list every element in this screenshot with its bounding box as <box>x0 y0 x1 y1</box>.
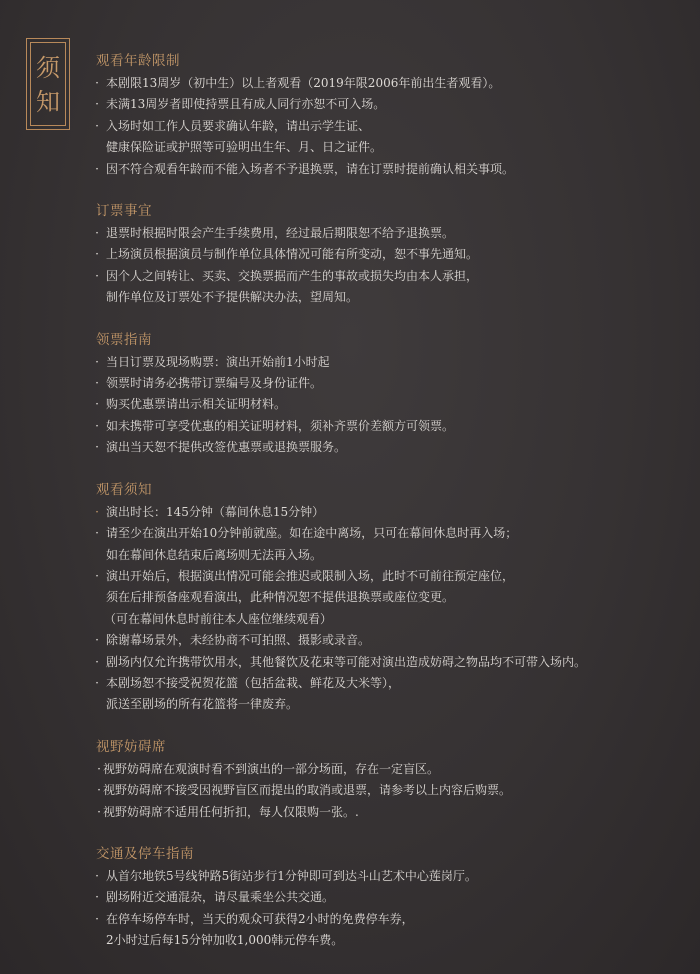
bullet-icon: · <box>95 247 99 262</box>
list-item <box>96 502 686 523</box>
item-text: 因不符合观看年龄而不能入场者不予退换票，请在订票时提前确认相关事项。 <box>106 161 515 176</box>
item-text: 退票时根据时限会产生手续费用，经过最后期限恕不给予退换票。 <box>106 226 455 241</box>
section-title: 观看年龄限制 <box>96 53 180 69</box>
list-item <box>96 266 686 309</box>
section-title: 观看须知 <box>96 481 152 498</box>
list-item <box>96 244 686 265</box>
section-title: 领票指南 <box>96 331 152 348</box>
item-text: 本剧场恕不接受祝贺花篮（包括盆栽、鲜花及大米等）， <box>106 675 401 690</box>
bullet-icon: · <box>95 97 99 112</box>
item-text: 视野妨碍席不适用任何折扣，每人仅限购一张。. <box>103 804 359 819</box>
list-item <box>96 866 686 887</box>
list-item <box>96 802 686 823</box>
notice-section <box>96 737 686 823</box>
list-item <box>96 630 686 651</box>
item-text: 剧场内仅允许携带饮用水，其他餐饮及花束等可能对演出造成妨碍之物品均不可带入场内。 <box>106 654 587 669</box>
item-text: 因个人之间转让、买卖、交换票据而产生的事故或损失均由本人承担， <box>106 268 479 283</box>
bullet-icon: · <box>95 633 99 648</box>
list-item <box>96 373 686 394</box>
bullet-icon: · <box>95 654 99 669</box>
list-item <box>96 780 686 801</box>
badge-frame-line <box>69 38 70 130</box>
item-text: 视野妨碍席不接受因视野盲区而提出的取消或退票，请参考以上内容后购票。 <box>103 783 512 798</box>
item-text-continued: 如在幕间休息结束后离场则无法再入场。 <box>106 547 323 562</box>
list-item <box>96 116 686 159</box>
badge-char-1: 须 <box>36 54 60 82</box>
item-text: 视野妨碍席在观演时看不到演出的一部分场面，存在一定盲区。 <box>103 761 440 776</box>
list-item <box>96 909 686 952</box>
item-text-continued: 制作单位及订票处不予提供解决办法，望周知。 <box>106 290 359 305</box>
bullet-icon: · <box>95 440 99 455</box>
bullet-icon: · <box>95 526 99 541</box>
section-title: 交通及停车指南 <box>96 845 194 862</box>
item-text: 演出当天恕不提供改签优惠票或退换票服务。 <box>106 440 347 455</box>
item-text: 在停车场停车时，当天的观众可获得2小时的免费停车券， <box>106 911 414 926</box>
notice-section <box>96 330 686 459</box>
item-text-continued: 派送至剧场的所有花篮将一律废弃。 <box>106 697 299 712</box>
bullet-icon: · <box>95 376 99 391</box>
item-text: 上场演员根据演员与制作单位具体情况可能有所变动，恕不事先通知。 <box>106 247 479 262</box>
notice-section <box>96 480 686 716</box>
item-text: 演出开始后，根据演出情况可能会推迟或限制入场，此时不可前往预定座位， <box>106 568 515 583</box>
item-text: 本剧限13周岁（初中生）以上者观看（2019年限2006年前出生者观看）。 <box>106 76 501 90</box>
bullet-icon: · <box>95 397 99 412</box>
bullet-icon: · <box>97 783 101 798</box>
list-item <box>96 437 686 458</box>
item-text: 领票时请务必携带订票编号及身份证件。 <box>106 376 323 391</box>
bullet-icon: · <box>95 354 99 369</box>
item-text-continued: 健康保险证或护照等可验明出生年、月、日之证件。 <box>106 140 383 155</box>
item-text: 入场时如工作人员要求确认年龄，请出示学生证、 <box>106 118 371 133</box>
bullet-icon: · <box>95 161 99 176</box>
notice-section <box>96 51 686 180</box>
list-item <box>96 523 686 566</box>
badge-frame-line <box>26 38 27 130</box>
list-item <box>96 759 686 780</box>
bullet-icon: · <box>95 568 99 583</box>
item-text: 从首尔地铁5号线钟路5街站步行1分钟即可到达斗山艺术中心莲岗厅。 <box>106 868 477 883</box>
notice-section <box>96 201 686 309</box>
bullet-icon: · <box>95 418 99 433</box>
item-text: 如未携带可享受优惠的相关证明材料，须补齐票价差额方可领票。 <box>106 418 455 433</box>
badge-frame-line <box>26 129 70 130</box>
list-item <box>96 94 686 115</box>
item-text: 当日订票及现场购票：演出开始前1小时起 <box>106 354 330 369</box>
badge-frame-line <box>26 38 70 39</box>
list-item <box>96 887 686 908</box>
bullet-icon: · <box>95 911 99 926</box>
bullet-icon: · <box>95 675 99 690</box>
list-item <box>96 566 686 609</box>
list-item-note <box>96 609 686 630</box>
section-title: 视野妨碍席 <box>96 738 166 755</box>
list-item <box>96 73 686 94</box>
item-text: 未满13周岁者即使持票且有成人同行亦恕不可入场。 <box>106 97 386 112</box>
bullet-icon: · <box>97 761 101 776</box>
bullet-icon: · <box>95 268 99 283</box>
list-item <box>96 223 686 244</box>
notice-section <box>96 844 686 952</box>
section-title: 订票事宜 <box>96 203 152 220</box>
item-text-continued: 2小时过后每15分钟加收1,000韩元停车费。 <box>106 933 344 948</box>
item-note-text: （可在幕间休息时前往本人座位继续观看） <box>104 611 333 626</box>
list-item <box>96 352 686 373</box>
item-text: 请至少在演出开始10分钟前就座。如在途中离场，只可在幕间休息时再入场； <box>106 526 518 541</box>
bullet-icon: · <box>95 118 99 133</box>
list-item <box>96 652 686 673</box>
notice-content <box>96 51 686 973</box>
badge-char-2: 知 <box>36 88 60 116</box>
list-item <box>96 673 686 716</box>
item-text: 演出时长：145分钟（幕间休息15分钟） <box>106 504 325 519</box>
bullet-icon: · <box>95 226 99 241</box>
item-text: 剧场附近交通混杂，请尽量乘坐公共交通。 <box>106 890 335 905</box>
bullet-icon: · <box>95 76 99 90</box>
notice-badge <box>26 38 70 130</box>
item-text: 除谢幕场景外，未经协商不可拍照、摄影或录音。 <box>106 633 371 648</box>
bullet-icon: · <box>95 868 99 883</box>
bullet-icon: · <box>95 890 99 905</box>
item-text-continued: 须在后排预备座观看演出，此种情况恕不提供退换票或座位变更。 <box>106 590 455 605</box>
list-item <box>96 416 686 437</box>
item-text: 购买优惠票请出示相关证明材料。 <box>106 397 287 412</box>
bullet-icon: · <box>97 804 101 819</box>
list-item <box>96 159 686 180</box>
list-item <box>96 394 686 415</box>
bullet-icon: · <box>95 504 99 519</box>
